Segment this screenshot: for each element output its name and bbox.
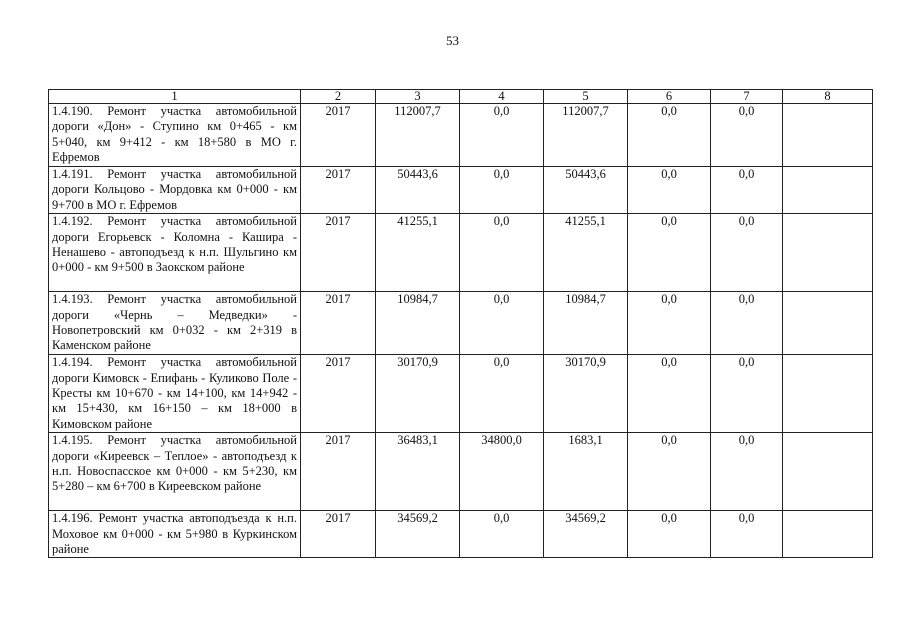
total-cell: 30170,9 — [376, 355, 460, 433]
col7-cell: 0,0 — [711, 355, 783, 433]
table-row — [49, 292, 873, 355]
col4-cell: 0,0 — [460, 355, 544, 433]
year-cell: 2017 — [301, 104, 376, 167]
col6-cell: 0,0 — [628, 292, 711, 355]
column-header: 6 — [628, 90, 711, 104]
col8-cell — [783, 355, 873, 433]
project-name-cell: 1.4.196. Ремонт участка автоподъезда к н.п. Моховое км 0+000 - км 5+980 в Куркинском районе — [49, 511, 301, 558]
year-cell: 2017 — [301, 292, 376, 355]
col5-cell: 34569,2 — [544, 511, 628, 558]
col8-cell — [783, 433, 873, 511]
col7-cell: 0,0 — [711, 292, 783, 355]
total-cell: 10984,7 — [376, 292, 460, 355]
table-row — [49, 104, 873, 167]
col6-cell: 0,0 — [628, 167, 711, 214]
program-table — [48, 89, 873, 558]
column-header: 3 — [376, 90, 460, 104]
project-name-cell: 1.4.195. Ремонт участка автомобильной дороги «Киреевск – Теплое» - автоподъезд к н.п. Новоспасское км 0+000 - км 5+230, км 5+280 – км 6+700 в Киреевском районе — [49, 433, 301, 511]
column-header: 4 — [460, 90, 544, 104]
year-cell: 2017 — [301, 433, 376, 511]
col6-cell: 0,0 — [628, 214, 711, 292]
col6-cell: 0,0 — [628, 104, 711, 167]
col6-cell: 0,0 — [628, 355, 711, 433]
col8-cell — [783, 511, 873, 558]
col7-cell: 0,0 — [711, 433, 783, 511]
column-header: 5 — [544, 90, 628, 104]
project-name-cell: 1.4.193. Ремонт участка автомобильной дороги «Чернь – Медведки» - Новопетровский км 0+032 - км 2+319 в Каменском районе — [49, 292, 301, 355]
year-cell: 2017 — [301, 167, 376, 214]
col4-cell: 0,0 — [460, 104, 544, 167]
page-number: 53 — [446, 33, 459, 48]
year-cell: 2017 — [301, 355, 376, 433]
col5-cell: 112007,7 — [544, 104, 628, 167]
table-row — [49, 167, 873, 214]
col8-cell — [783, 167, 873, 214]
year-cell: 2017 — [301, 511, 376, 558]
col6-cell: 0,0 — [628, 511, 711, 558]
col8-cell — [783, 214, 873, 292]
project-name-cell: 1.4.194. Ремонт участка автомобильной дороги Кимовск - Епифань - Куликово Поле - Кресты км 10+670 - км 14+100, км 14+942 - км 15+430, км 16+150 – км 18+000 в Кимовском районе — [49, 355, 301, 433]
col5-cell: 10984,7 — [544, 292, 628, 355]
total-cell: 50443,6 — [376, 167, 460, 214]
col7-cell: 0,0 — [711, 511, 783, 558]
col8-cell — [783, 104, 873, 167]
table-row — [49, 433, 873, 511]
table-row — [49, 355, 873, 433]
total-cell: 112007,7 — [376, 104, 460, 167]
col5-cell: 41255,1 — [544, 214, 628, 292]
column-header: 8 — [783, 90, 873, 104]
col4-cell: 0,0 — [460, 167, 544, 214]
table-row — [49, 214, 873, 292]
project-name-cell: 1.4.190. Ремонт участка автомобильной дороги «Дон» - Ступино км 0+465 - км 5+040, км 9+412 - км 18+580 в МО г. Ефремов — [49, 104, 301, 167]
project-name-cell: 1.4.192. Ремонт участка автомобильной дороги Егорьевск - Коломна - Кашира - Ненашево - автоподъезд к н.п. Шульгино км 0+000 - км 9+500 в Заокском районе — [49, 214, 301, 292]
col8-cell — [783, 292, 873, 355]
col5-cell: 1683,1 — [544, 433, 628, 511]
project-name-cell: 1.4.191. Ремонт участка автомобильной дороги Кольцово - Мордовка км 0+000 - км 9+700 в МО г. Ефремов — [49, 167, 301, 214]
col7-cell: 0,0 — [711, 214, 783, 292]
col6-cell: 0,0 — [628, 433, 711, 511]
total-cell: 36483,1 — [376, 433, 460, 511]
column-header: 2 — [301, 90, 376, 104]
year-cell: 2017 — [301, 214, 376, 292]
total-cell: 34569,2 — [376, 511, 460, 558]
col7-cell: 0,0 — [711, 167, 783, 214]
col5-cell: 50443,6 — [544, 167, 628, 214]
col4-cell: 0,0 — [460, 214, 544, 292]
col4-cell: 0,0 — [460, 511, 544, 558]
table-row — [49, 511, 873, 558]
col4-cell: 0,0 — [460, 292, 544, 355]
column-header: 1 — [49, 90, 301, 104]
column-header: 7 — [711, 90, 783, 104]
col7-cell: 0,0 — [711, 104, 783, 167]
total-cell: 41255,1 — [376, 214, 460, 292]
table-header-row — [49, 90, 873, 104]
col4-cell: 34800,0 — [460, 433, 544, 511]
col5-cell: 30170,9 — [544, 355, 628, 433]
